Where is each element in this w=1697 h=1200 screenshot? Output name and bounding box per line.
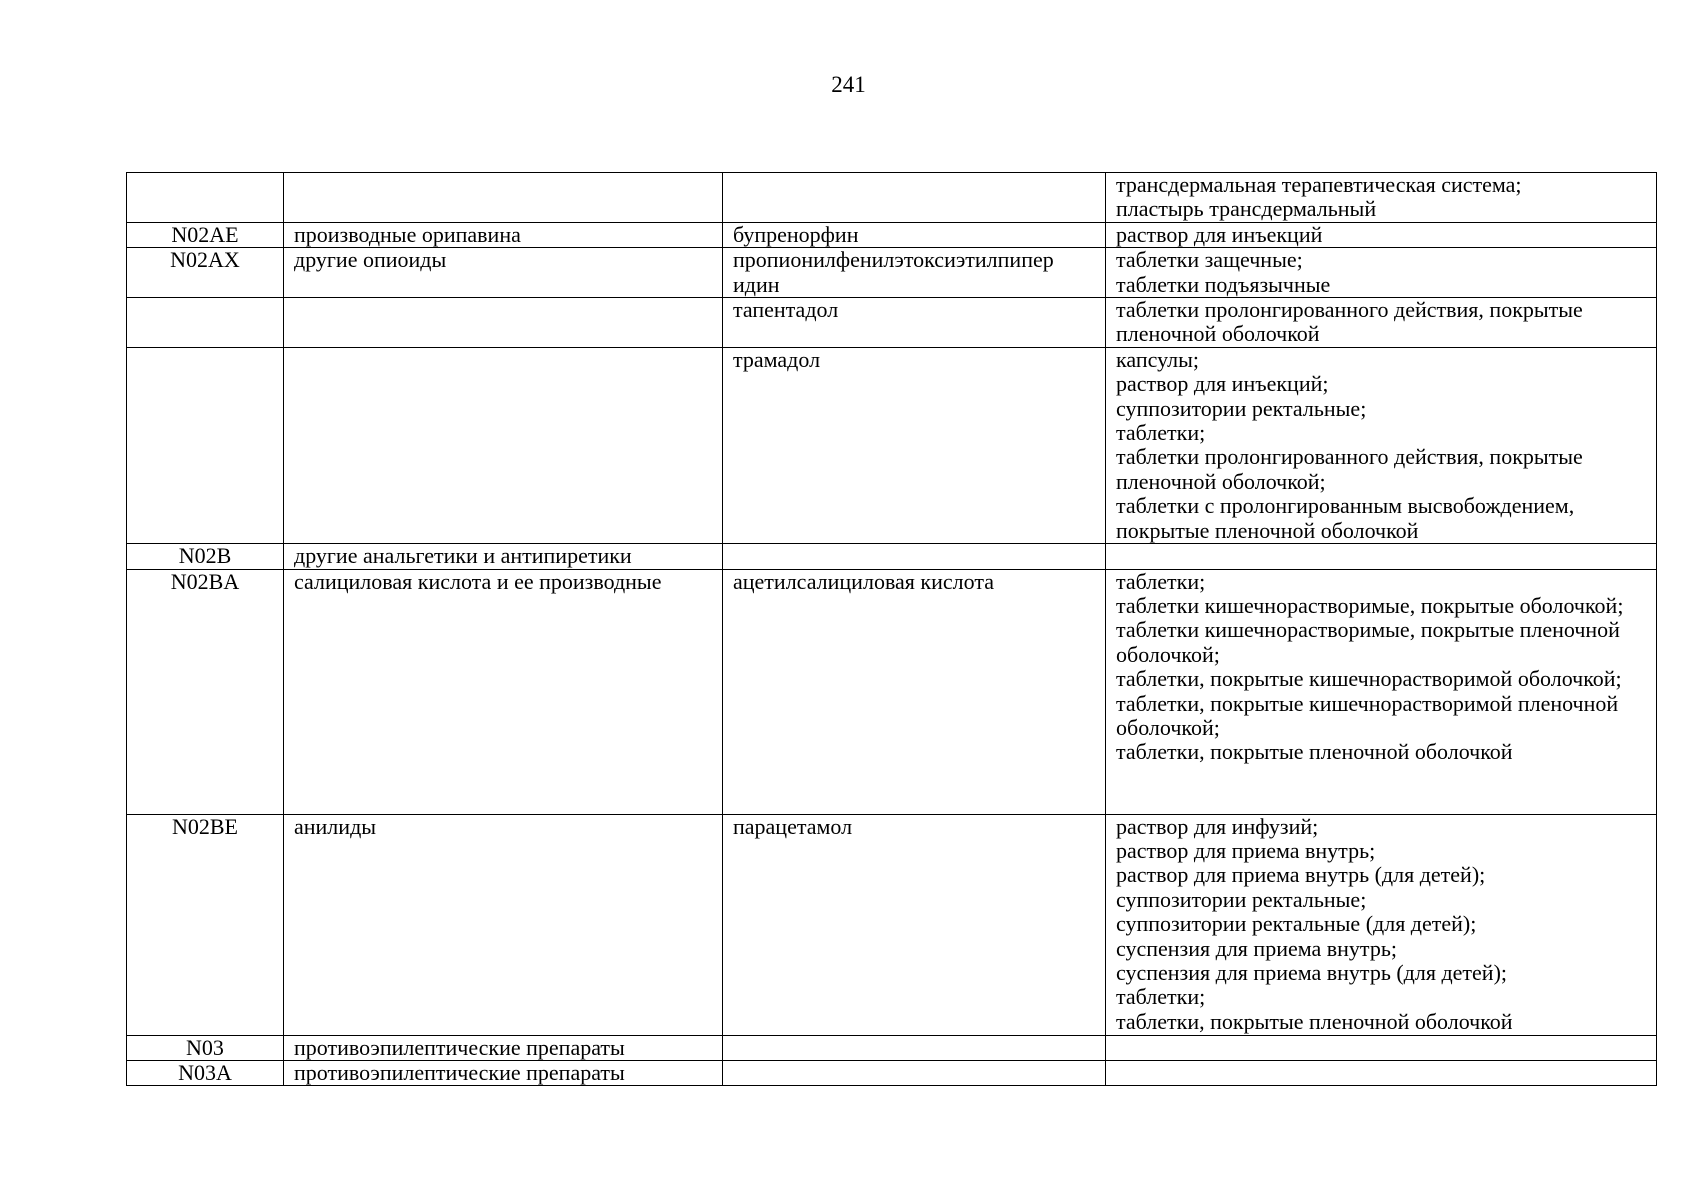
- table-row: [127, 248, 1657, 298]
- forms-cell: [1106, 544, 1657, 569]
- table-row: [127, 814, 1657, 1035]
- form-line: таблетки пролонгированного действия, покрытые пленочной оболочкой: [1116, 297, 1583, 347]
- drug-cell: [723, 544, 1106, 569]
- forms-cell: [1106, 248, 1657, 298]
- form-line: таблетки с пролонгированным высвобождением, покрытые пленочной оболочкой: [1116, 493, 1575, 543]
- atc-code-cell: [127, 347, 284, 543]
- page-number: 241: [831, 72, 866, 97]
- drug-cell: пропионилфенилэтоксиэтилпипер идин: [723, 248, 1106, 298]
- form-line: раствор для инъекций;: [1116, 371, 1329, 397]
- form-line: раствор для инъекций: [1116, 221, 1323, 247]
- form-line: капсулы;: [1116, 346, 1199, 372]
- form-line: таблетки, покрытые кишечнорастворимой пленочной оболочкой;: [1116, 690, 1619, 740]
- drug-cell: бупренорфин: [723, 222, 1106, 247]
- atc-code-cell: [127, 173, 284, 223]
- forms-cell: [1106, 1060, 1657, 1085]
- group-cell: [284, 298, 723, 348]
- form-line: таблетки;: [1116, 568, 1206, 594]
- group-cell: анилиды: [284, 814, 723, 1035]
- atc-code-cell: N03A: [127, 1060, 284, 1085]
- drug-cell: тапентадол: [723, 298, 1106, 348]
- forms-cell: [1106, 222, 1657, 247]
- group-cell: салициловая кислота и ее производные: [284, 569, 723, 814]
- form-line: раствор для инфузий;: [1116, 813, 1319, 839]
- form-line: таблетки, покрытые кишечнорастворимой оболочкой;: [1116, 666, 1622, 692]
- group-cell: другие анальгетики и антипиретики: [284, 544, 723, 569]
- group-cell: другие опиоиды: [284, 248, 723, 298]
- table-row: [127, 544, 1657, 569]
- form-line: таблетки пролонгированного действия, покрытые пленочной оболочкой;: [1116, 444, 1583, 494]
- form-line: пластырь трансдермальный: [1116, 196, 1377, 222]
- form-line: суппозитории ректальные;: [1116, 395, 1367, 421]
- drug-cell: [723, 1035, 1106, 1060]
- form-line: таблетки, покрытые пленочной оболочкой: [1116, 739, 1513, 765]
- atc-code-cell: N02AE: [127, 222, 284, 247]
- form-line: раствор для приема внутрь;: [1116, 837, 1376, 863]
- forms-cell: [1106, 173, 1657, 223]
- drug-cell: [723, 1060, 1106, 1085]
- form-line: раствор для приема внутрь (для детей);: [1116, 862, 1486, 888]
- form-line: суппозитории ректальные;: [1116, 886, 1367, 912]
- forms-cell: [1106, 569, 1657, 814]
- form-line: таблетки кишечнорастворимые, покрытые пленочной оболочкой;: [1116, 617, 1620, 667]
- forms-cell: [1106, 1035, 1657, 1060]
- form-line: таблетки кишечнорастворимые, покрытые оболочкой;: [1116, 592, 1624, 618]
- group-cell: противоэпилептические препараты: [284, 1035, 723, 1060]
- atc-code-cell: N02AX: [127, 248, 284, 298]
- table-row: [127, 298, 1657, 348]
- table-row: [127, 1035, 1657, 1060]
- form-line: таблетки, покрытые пленочной оболочкой: [1116, 1008, 1513, 1034]
- group-cell: [284, 347, 723, 543]
- table-row: [127, 173, 1657, 223]
- form-line: таблетки;: [1116, 420, 1206, 446]
- atc-code-cell: N03: [127, 1035, 284, 1060]
- drug-table: [126, 172, 1657, 1086]
- form-line: суппозитории ректальные (для детей);: [1116, 911, 1477, 937]
- form-line: таблетки;: [1116, 984, 1206, 1010]
- form-line: таблетки защечные;: [1116, 247, 1303, 273]
- table-row: [127, 569, 1657, 814]
- atc-code-cell: N02BE: [127, 814, 284, 1035]
- group-cell: противоэпилептические препараты: [284, 1060, 723, 1085]
- group-cell: [284, 173, 723, 223]
- atc-code-cell: [127, 298, 284, 348]
- forms-cell: [1106, 298, 1657, 348]
- group-cell: производные орипавина: [284, 222, 723, 247]
- forms-cell: [1106, 814, 1657, 1035]
- drug-cell: ацетилсалициловая кислота: [723, 569, 1106, 814]
- form-line: суспензия для приема внутрь;: [1116, 935, 1397, 961]
- drug-cell: парацетамол: [723, 814, 1106, 1035]
- table-row: [127, 1060, 1657, 1085]
- form-line: суспензия для приема внутрь (для детей);: [1116, 959, 1508, 985]
- drug-cell: трамадол: [723, 347, 1106, 543]
- form-line: таблетки подъязычные: [1116, 271, 1331, 297]
- atc-code-cell: N02BA: [127, 569, 284, 814]
- table-row: [127, 347, 1657, 543]
- atc-code-cell: N02B: [127, 544, 284, 569]
- drug-cell: [723, 173, 1106, 223]
- forms-cell: [1106, 347, 1657, 543]
- table-row: [127, 222, 1657, 247]
- form-line: трансдермальная терапевтическая система;: [1116, 172, 1522, 197]
